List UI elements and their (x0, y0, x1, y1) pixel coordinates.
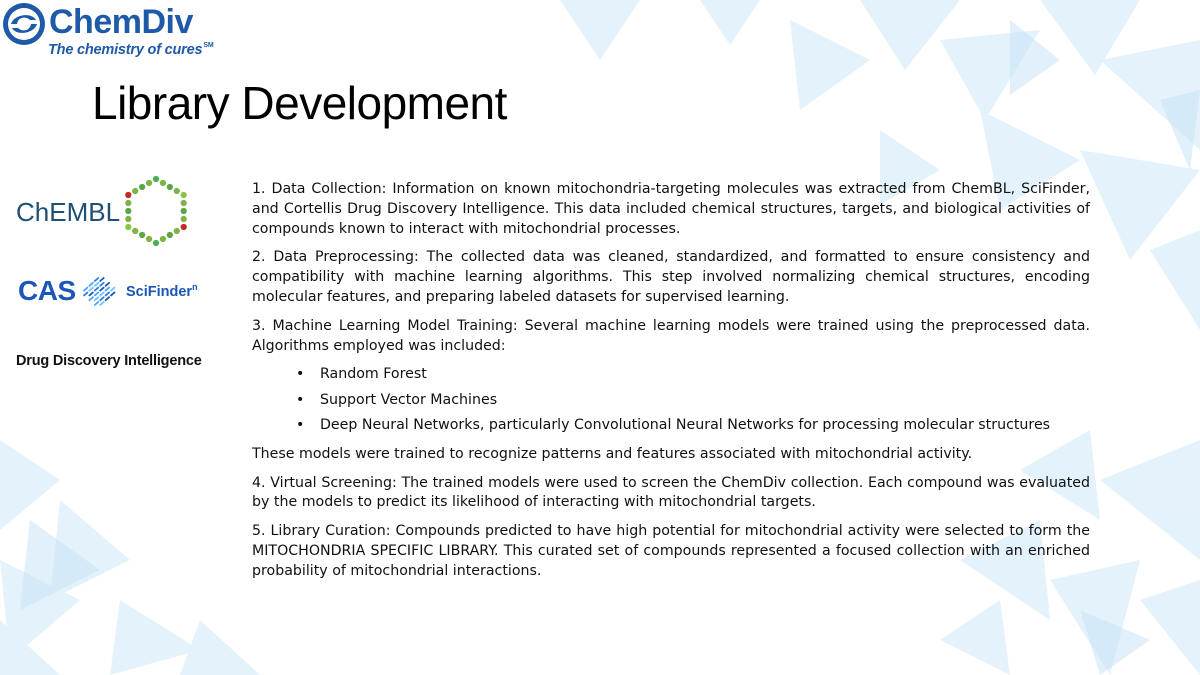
tagline-text: The chemistry of cures (48, 42, 203, 58)
burst-stroke (89, 283, 93, 286)
bullet-glyph: • (296, 366, 305, 383)
content-body (252, 180, 1090, 591)
algorithm-list (252, 365, 1090, 435)
burst-stroke (106, 283, 110, 286)
ring-dot (167, 184, 173, 190)
ring-dot (153, 176, 159, 182)
ring-dot (132, 228, 138, 234)
ring-dot (181, 200, 187, 206)
burst-stroke (100, 302, 104, 305)
burst-stroke (100, 297, 104, 300)
ring-dot (125, 216, 131, 222)
chembl-logo-text: ChEMBL (16, 197, 121, 227)
tagline-service-mark: SM (203, 42, 214, 49)
scifinder-logo-text (126, 282, 198, 300)
ring-dot (174, 228, 180, 234)
burst-stroke (106, 292, 110, 295)
burst-stroke (111, 288, 115, 291)
ring-dot (132, 188, 138, 194)
ring-dot (181, 208, 187, 214)
step-virtual-screening: 4. Virtual Screening: The trained models were used to screen the ChemDiv collection. Each compound was evaluated by the models to predict its likelihood of interacting with mitochondrial targets. (252, 474, 1090, 511)
burst-stroke (89, 292, 93, 295)
burst-stroke (84, 292, 88, 295)
step-data-collection: 1. Data Collection: Information on known mitochondria-targeting molecules was extracted from ChemBL, SciFinder, and Cortellis Drug Discovery Intelligence. This data included chemical structures, targets, and biological activities of compounds known to interact with mitochondrial processes. (252, 181, 1090, 237)
burst-stroke (106, 288, 110, 291)
chembl-molecule-ring-icon (118, 173, 194, 249)
burst-stroke (89, 288, 93, 291)
burst-stroke (95, 278, 99, 281)
burst-stroke (106, 297, 110, 300)
cas-logo-text: CAS (18, 275, 76, 306)
burst-stroke (95, 297, 99, 300)
burst-stroke (95, 302, 99, 305)
cas-burst-icon (80, 276, 116, 308)
burst-stroke (95, 288, 99, 291)
chemdiv-wordmark: ChemDiv (49, 3, 193, 41)
ring-dot (125, 192, 131, 198)
ring-dot (153, 240, 159, 246)
burst-stroke (111, 292, 115, 295)
ring-dot (181, 224, 187, 230)
ring-dot (125, 200, 131, 206)
burst-stroke (100, 288, 104, 291)
step-model-training: 3. Machine Learning Model Training: Several machine learning models were trained using the preprocessed data. Algorithms employed was included: (252, 317, 1090, 354)
ring-dot (167, 232, 173, 238)
burst-stroke (89, 297, 93, 300)
ring-dot (174, 188, 180, 194)
ring-dot (125, 208, 131, 214)
chemdiv-tagline (48, 42, 213, 58)
list-item-text: Random Forest (320, 366, 427, 383)
ring-dot (160, 236, 166, 242)
chemdiv-logo-icon (2, 2, 46, 46)
ring-dot (181, 216, 187, 222)
bullet-glyph: • (296, 391, 305, 408)
ring-dot (181, 192, 187, 198)
list-item (252, 416, 1090, 436)
list-item (252, 391, 1090, 411)
ring-dot (139, 232, 145, 238)
burst-stroke (100, 283, 104, 286)
models-summary: These models were trained to recognize patterns and features associated with mitochondrial activity. (252, 445, 973, 462)
ring-dot (125, 224, 131, 230)
chemdiv-logo[interactable] (0, 0, 230, 66)
ring-dot (139, 184, 145, 190)
burst-stroke (84, 288, 88, 291)
slide-title: Library Development (92, 77, 507, 129)
scifinder-label: SciFinder (126, 284, 193, 300)
list-item-text: Deep Neural Networks, particularly Convolutional Neural Networks for processing molecular structures (320, 416, 1051, 433)
ring-dot (146, 180, 152, 186)
list-item-text: Support Vector Machines (320, 391, 498, 408)
burst-stroke (95, 292, 99, 295)
burst-stroke (95, 283, 99, 286)
drug-discovery-intelligence-logo: Drug Discovery Intelligence (16, 353, 202, 369)
scifinder-superscript: n (192, 282, 198, 292)
bullet-glyph: • (296, 416, 305, 433)
burst-stroke (100, 292, 104, 295)
step-library-curation: 5. Library Curation: Compounds predicted to have high potential for mitochondrial activity were selected to form the MITOCHONDRIA SPECIFIC LIBRARY. This curated set of compounds represented a focused collection with an enriched probability of mitochondrial interactions. (252, 523, 1090, 579)
ring-dot (146, 236, 152, 242)
step-data-preprocessing: 2. Data Preprocessing: The collected data was cleaned, standardized, and formatted to ensure consistency and compatibility with machine learning algorithms. This step involved normalizing chemical structures, encoding molecular features, and preparing labeled datasets for supervised learning. (252, 249, 1090, 305)
burst-stroke (100, 278, 104, 281)
ring-dot (160, 180, 166, 186)
list-item (252, 365, 1090, 385)
